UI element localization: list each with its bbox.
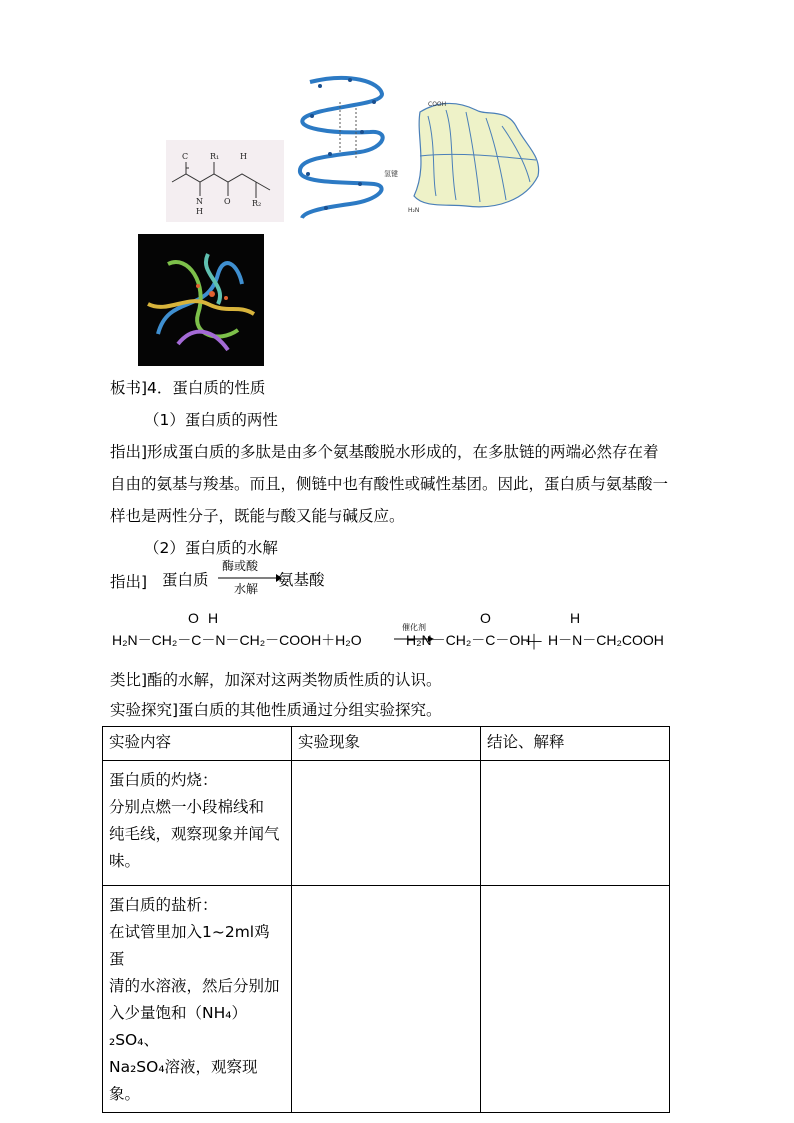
paragraph-line-3: 样也是两性分子，既能与酸又能与碱反应。 — [110, 507, 405, 525]
row-salting-phenomenon — [292, 886, 481, 1113]
carbonyl-o: O — [188, 610, 199, 626]
analogy-text: 类比]酯的水解，加深对这两类物质性质的认识。 — [110, 671, 442, 689]
svg-text:H₂N: H₂N — [408, 207, 420, 214]
equation-left: H₂N－CH₂－C－N－CH₂－COOH＋H₂O — [112, 632, 362, 648]
hydrolysis-scheme — [162, 560, 362, 596]
section-amphoteric: （1）蛋白质的两性 — [144, 411, 278, 429]
cell-line: 蛋白质的灼烧： — [109, 771, 218, 789]
table-row — [103, 886, 670, 1113]
section-hydrolysis: （2）蛋白质的水解 — [144, 539, 278, 557]
equation-right-1: H₂N－CH₂－C－OH — [406, 632, 531, 648]
cell-line: Na₂SO₄溶液，观察现象。 — [109, 1058, 258, 1103]
cell-line: 味。 — [109, 852, 141, 870]
peptide-bond-figure — [166, 140, 284, 222]
condition-below: 水解 — [234, 582, 259, 596]
cell-line: 清的水溶液，然后分别加 — [109, 977, 280, 995]
globular-protein-figure — [406, 96, 546, 216]
row-salting-conclusion — [481, 886, 670, 1113]
cell-line: 蛋白质的盐析： — [109, 896, 218, 914]
svg-text:氢键: 氢键 — [384, 170, 398, 178]
row-burning-conclusion — [481, 761, 670, 886]
table-row — [103, 761, 670, 886]
reactant-label: 蛋白质 — [162, 571, 209, 589]
amine-h: H — [570, 610, 581, 626]
equation-right-2: H－N－CH₂COOH — [548, 632, 664, 648]
cell-line: 入少量饱和（NH₄）₂SO₄、 — [109, 1004, 247, 1049]
row-salting-content — [103, 886, 292, 1113]
cell-line: 分别点燃一小段棉线和 — [109, 798, 265, 816]
paragraph-line-1: 指出]形成蛋白质的多肽是由多个氨基酸脱水形成的，在多肽链的两端必然存在着 — [110, 443, 659, 461]
product-label: 氨基酸 — [278, 571, 325, 589]
board-title: 板书]4．蛋白质的性质 — [110, 379, 266, 397]
header-content: 实验内容 — [103, 727, 292, 761]
catalyst-label: 催化剂 — [402, 623, 426, 632]
svg-text:N: N — [196, 197, 203, 206]
header-conclusion: 结论、解释 — [481, 727, 670, 761]
row-burning-content — [103, 761, 292, 886]
experiment-table — [102, 726, 670, 1113]
protein-ribbon-image — [138, 234, 264, 366]
svg-text:O: O — [224, 197, 231, 206]
hydrolysis-equation — [110, 610, 690, 656]
svg-text:C: C — [182, 152, 189, 161]
svg-text:H: H — [196, 207, 203, 216]
cell-line: 纯毛线，观察现象并闻气 — [109, 825, 280, 843]
svg-text:H: H — [240, 152, 247, 161]
point-label: 指出] — [110, 573, 148, 591]
table-header-row — [103, 727, 670, 761]
condition-above: 酶或酸 — [222, 559, 259, 573]
equation-plus: ＋ — [524, 632, 544, 654]
paragraph-line-2: 自由的氨基与羧基。而且，侧链中也有酸性或碱性基团。因此，蛋白质与氨基酸一 — [110, 475, 669, 493]
svg-text:R₁: R₁ — [210, 152, 220, 161]
explore-text: 实验探究]蛋白质的其他性质通过分组实验探究。 — [110, 701, 442, 719]
row-burning-phenomenon — [292, 761, 481, 886]
svg-text:R₂: R₂ — [252, 199, 262, 208]
acid-carbonyl-o: O — [480, 610, 491, 626]
alpha-helix-figure — [290, 72, 402, 220]
header-phenomenon: 实验现象 — [292, 727, 481, 761]
cell-line: 在试管里加入1~2ml鸡蛋 — [109, 923, 270, 968]
svg-text:COOH: COOH — [428, 101, 447, 108]
amide-h: H — [208, 610, 219, 626]
